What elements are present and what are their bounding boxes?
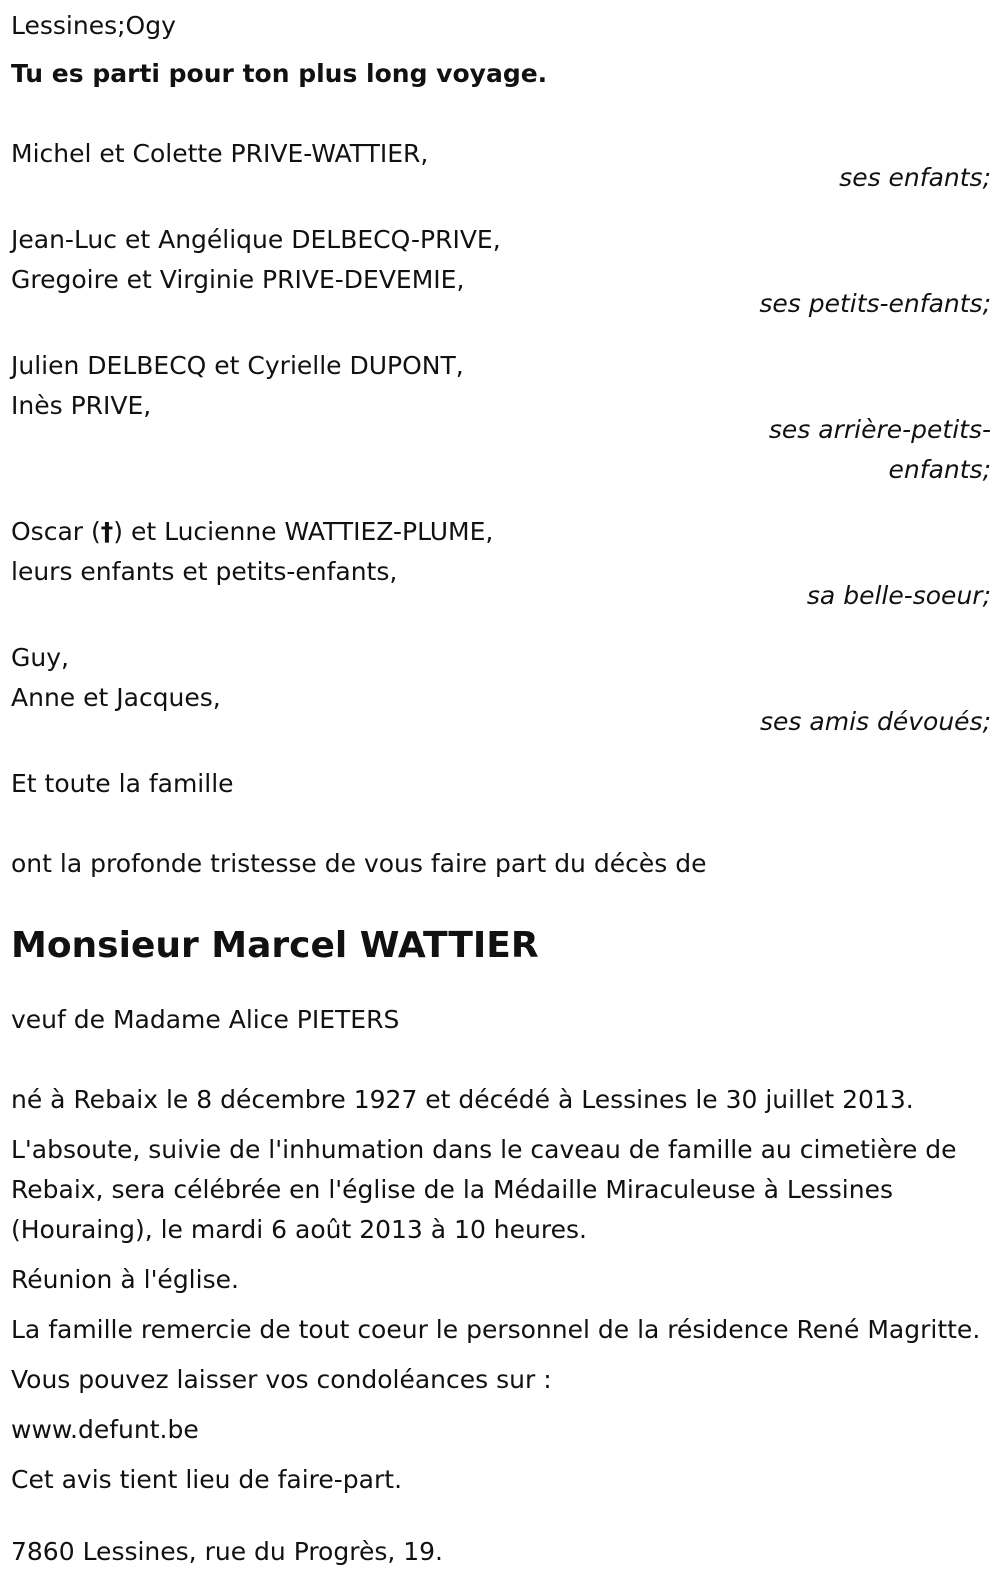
cross-icon: †: [100, 517, 114, 546]
friends-role: ses amis dévoués;: [760, 707, 991, 736]
children-name-1: Michel et Colette PRIVE-WATTIER,: [11, 139, 429, 168]
widow-of-line: veuf de Madame Alice PIETERS: [11, 1005, 400, 1034]
location-line: Lessines;Ogy: [11, 11, 176, 40]
great-grandchildren-role: ses arrière-petits-enfants;: [768, 415, 991, 484]
sister-in-law-role: sa belle-soeur;: [806, 581, 991, 610]
friends-name-1: Guy,: [11, 643, 69, 672]
birth-death-line: né à Rebaix le 8 décembre 1927 et décédé à Lessines le 30 juillet 2013.: [11, 1085, 914, 1114]
verse-line: Tu es parti pour ton plus long voyage.: [11, 59, 548, 88]
friends-group: [11, 638, 991, 742]
family-line: Et toute la famille: [11, 769, 234, 798]
sister-in-law-name-after: ) et Lucienne WATTIEZ-PLUME,: [113, 517, 494, 546]
condolences-line: Vous pouvez laisser vos condoléances sur :: [11, 1365, 552, 1394]
deceased-name: Monsieur Marcel WATTIER: [11, 925, 539, 966]
obituary-notice: [11, 6, 991, 1572]
sister-in-law-names: [11, 512, 991, 552]
ceremony-paragraph: L'absoute, suivie de l'inhumation dans le caveau de famille au cimetière de Rebaix, sera célébrée en l'église de la Médaille Miraculeuse à Lessines (Houraing), le mardi 6 août 2013 à 10 heures.: [11, 1135, 957, 1244]
great-grandchildren-name-2: Inès PRIVE,: [11, 391, 152, 420]
friends-name-2: Anne et Jacques,: [11, 683, 221, 712]
sister-in-law-group: [11, 512, 991, 616]
meeting-line: Réunion à l'église.: [11, 1265, 239, 1294]
address-line: 7860 Lessines, rue du Progrès, 19.: [11, 1537, 444, 1566]
grandchildren-group: [11, 220, 991, 324]
children-role: ses enfants;: [839, 163, 991, 192]
website-link[interactable]: www.defunt.be: [11, 1415, 199, 1444]
grandchildren-name-1: Jean-Luc et Angélique DELBECQ-PRIVE,: [11, 225, 501, 254]
children-group: [11, 134, 991, 198]
great-grandchildren-name-1: Julien DELBECQ et Cyrielle DUPONT,: [11, 351, 464, 380]
sister-in-law-name-before: Oscar (: [11, 517, 101, 546]
great-grandchildren-group: [11, 346, 991, 490]
announcement-line: ont la profonde tristesse de vous faire part du décès de: [11, 849, 707, 878]
sister-in-law-line-2: leurs enfants et petits-enfants,: [11, 557, 398, 586]
notice-line: Cet avis tient lieu de faire-part.: [11, 1465, 403, 1494]
grandchildren-name-2: Gregoire et Virginie PRIVE-DEVEMIE,: [11, 265, 465, 294]
thanks-paragraph: La famille remercie de tout coeur le personnel de la résidence René Magritte.: [11, 1315, 981, 1344]
grandchildren-role: ses petits-enfants;: [759, 289, 991, 318]
